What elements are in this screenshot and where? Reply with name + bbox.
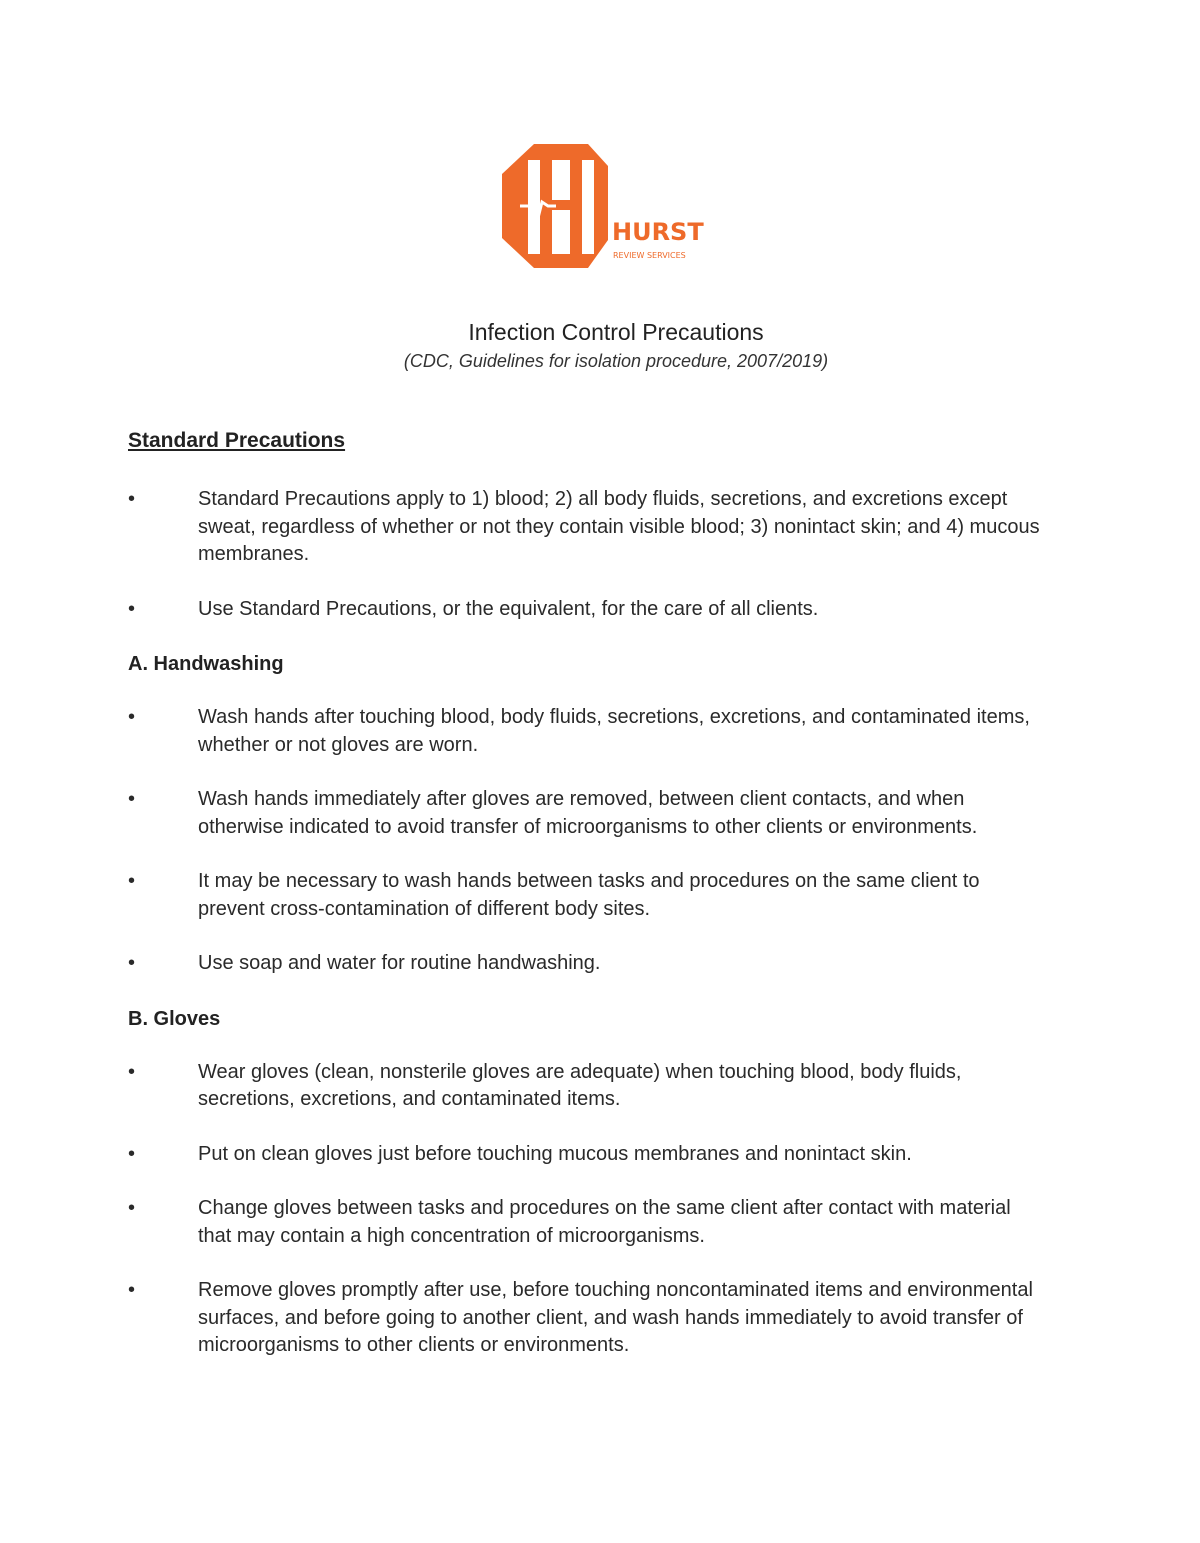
page-subtitle: (CDC, Guidelines for isolation procedure, 2007/2019) [403,351,829,371]
list-item [128,1141,1048,1169]
list-item-text: Wear gloves (clean, nonsterile gloves are adequate) when touching blood, body fluids, secretions, excretions, and contaminated items. [198,1060,962,1110]
title-block [0,316,1200,374]
bullet-icon: • [128,1197,136,1219]
hurst-logo-icon [496,142,706,272]
list-item-text: Put on clean gloves just before touching mucous membranes and nonintact skin. [198,1142,912,1165]
standard-precautions-list [128,486,1048,623]
bullet-icon: • [128,1279,136,1301]
hurst-logo [496,142,706,272]
list-item-text: Change gloves between tasks and procedures on the same client after contact with material that may contain a high concentration of microorganisms. [198,1197,1011,1247]
bullet-icon: • [128,597,136,620]
list-item-text: Wash hands after touching blood, body fluids, secretions, excretions, and contaminated items, whether or not gloves are worn. [198,706,1030,756]
list-item [128,596,1048,624]
bullet-icon: • [128,788,136,810]
list-item [128,486,1048,569]
document-body [128,426,1048,1387]
list-item [128,1277,1048,1360]
list-item-text: Wash hands immediately after gloves are removed, between client contacts, and when otherwise indicated to avoid transfer of microorganisms to other clients or environments. [198,788,978,838]
gloves-list [128,1059,1048,1360]
list-item [128,1059,1048,1114]
list-item [128,950,1048,978]
gloves-heading: B. Gloves [128,1007,221,1030]
page-title: Infection Control Precautions [468,319,764,345]
logo-name: HURST [612,218,704,246]
list-item-text: Remove gloves promptly after use, before touching noncontaminated items and environmental surfaces, and before going to another client, and wash hands immediately to avoid transfer of microorganisms to other clients or environments. [198,1279,1033,1356]
handwashing-heading: A. Handwashing [128,653,284,675]
list-item-text: Standard Precautions apply to 1) blood; 2) all body fluids, secretions, and excretions except sweat, regardless of whether or not they contain visible blood; 3) nonintact skin; and 4) mucous membranes. [198,488,1040,565]
list-item-text: Use Standard Precautions, or the equivalent, for the care of all clients. [198,597,819,620]
handwashing-list [128,704,1048,978]
bullet-icon: • [128,952,136,974]
logo-tagline: REVIEW SERVICES [613,251,686,260]
bullet-icon: • [128,870,136,892]
list-item [128,704,1048,759]
bullet-icon: • [128,1060,136,1083]
list-item [128,1195,1048,1250]
list-item-text: It may be necessary to wash hands between tasks and procedures on the same client to prevent cross-contamination of different body sites. [198,870,980,920]
list-item-text: Use soap and water for routine handwashing. [198,952,601,974]
bullet-icon: • [128,706,136,728]
list-item [128,868,1048,923]
list-item [128,786,1048,841]
bullet-icon: • [128,488,136,510]
standard-precautions-heading: Standard Precautions [128,429,346,452]
bullet-icon: • [128,1142,136,1165]
